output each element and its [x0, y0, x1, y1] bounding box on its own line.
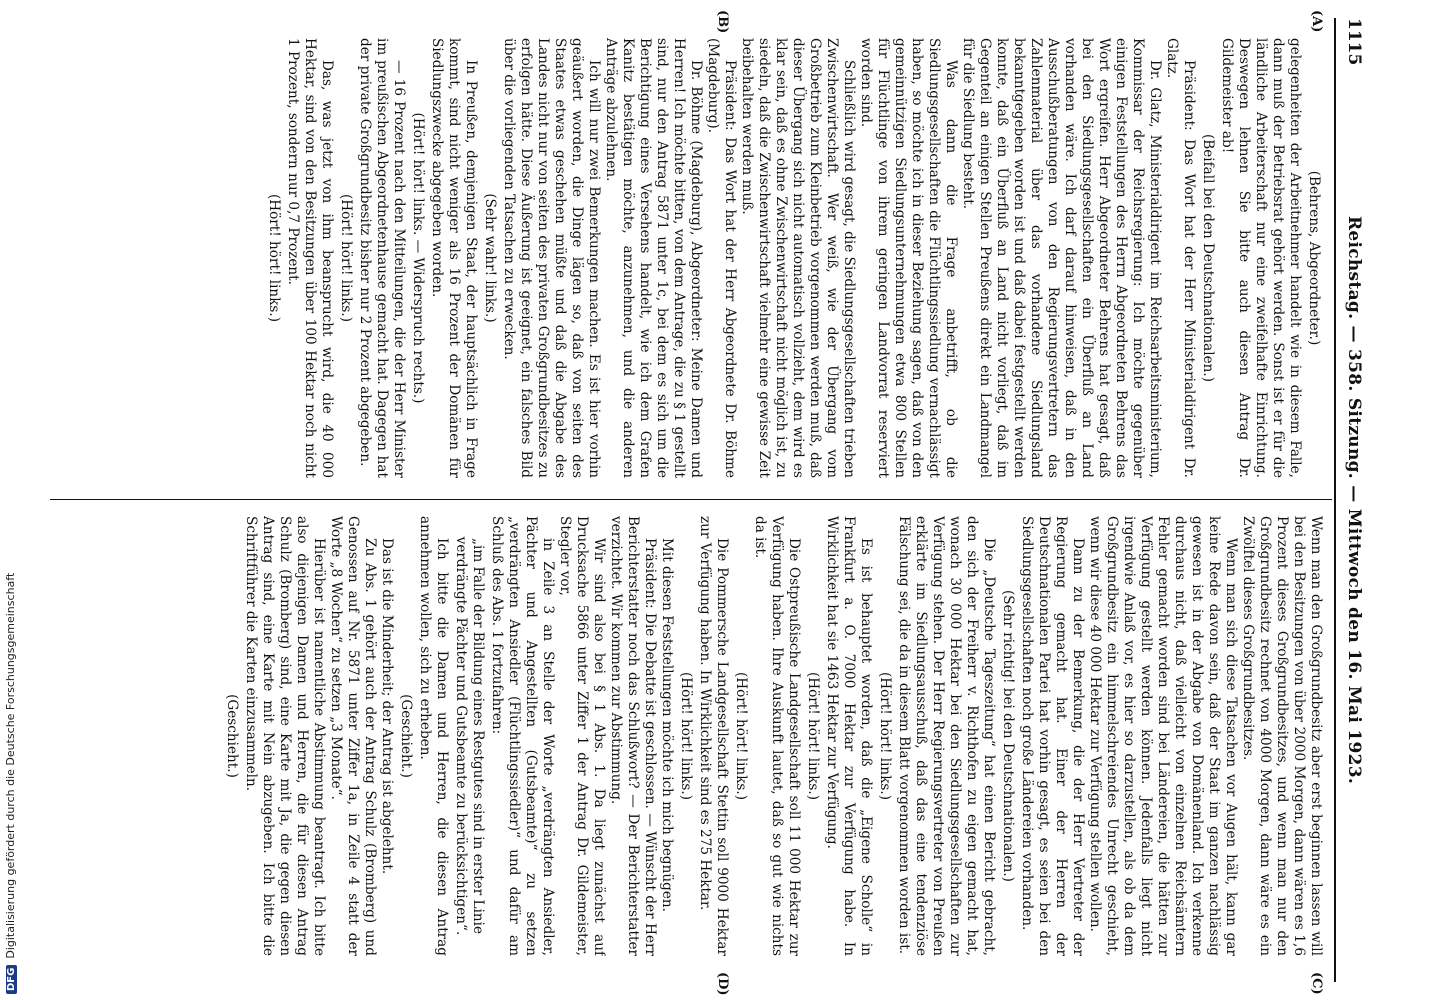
right-paragraph: (Geschieht.)	[398, 694, 414, 778]
left-column	[54, 38, 1324, 478]
left-paragraph: (Beifall bei den Deutschnationalen.)	[1200, 133, 1216, 383]
right-paragraph: (Hört! hört! links.)	[877, 671, 893, 801]
left-paragraph: gelegenheiten der Arbeitnehmer handelt wie in diesem Falle, dann muß der Betriebsrat gehört werden. Sonst ist er für die ländliche Arbeiterschaft nur eine zweifelhafte Einrichtung. Deswegen lehnen Sie bitte auch diesen Antrag Dr. Gildemeister ab!	[1219, 38, 1303, 478]
left-paragraph: Präsident: Das Wort hat der Herr Ministerialdirigent Dr. Glatz.	[1164, 38, 1197, 478]
right-column	[54, 516, 1324, 956]
left-paragraph: Was dann die Frage anbetrifft, ob die Siedlungsgesellschaften die Flüchtlingssiedlung vernachlässigt haben, so möchte ich in dieser Beziehung sagen, daß von den gemeinnützigen Siedlungsunternehmungen etwa 800 Stellen für Flüchtlinge von ihrem geringen Landvorrat reserviert worden sind.	[858, 38, 959, 478]
left-paragraph: Das, was jetzt von ihm beansprucht wird, die 40 000 Hektar, sind von den Besitzungen über 100 Hektar noch nicht 1 Prozent, sondern nur 0,7 Prozent.	[285, 38, 335, 478]
header-rule	[1334, 18, 1336, 982]
left-paragraph: Ich will nur zwei Bemerkungen machen. Es ist hier vorhin geäußert worden, die Dinge lägen so, daß von seiten des Staates etwas geschehen müßte und daß die Abgabe des Landes nicht nur von seiten des privaten Großgrundbesitzes zu erfolgen hätte. Diese Äußerung ist geeignet, ein falsches Bild über die vorliegenden Tatsachen zu erwecken.	[501, 38, 602, 478]
left-paragraph: Schließlich wird gesagt, die Siedlungsgesellschaften trieben Zwischenwirtschaft. Wer weiß, wie der Übergang vom Großbetrieb zum Kleinbetrieb vorgenommen werden muß, daß dieser Übergang sich nicht automatisch vollzieht, dem wird es klar sein, daß es ohne Zwischenwirtschaft nicht möglich ist, zu siedeln, daß die Zwischenwirtschaft vielmehr eine gewisse Zeit beibehalten werden muß.	[739, 38, 857, 478]
right-paragraph: Ich bitte die Damen und Herren, die diesen Antrag annehmen wollen, sich zu erheben.	[417, 516, 450, 956]
left-paragraph: (Hört! hört! links.)	[338, 193, 354, 323]
right-paragraph: Präsident: Die Debatte ist geschlossen. — Wünscht der Herr Berichterstatter noch das Schlußwort? — Der Berichterstatter verzichtet. Wir kommen zur Abstimmung.	[608, 516, 658, 956]
right-paragraph: in Zeile 3 an Stelle der Worte „verdrängten Ansiedler, Pächter und Angestellten (Gutsbeamte)“ zu setzen „verdrängten Ansiedler (Flüchtlingssiedler)“ und dafür am Schluß des Abs. 1 fortzufahren:	[489, 516, 556, 956]
right-paragraph: „im Falle der Bildung eines Restgutes sind in erster Linie verdrängte Pächter und Gutsbeamte zu berücksichtigen“.	[453, 536, 486, 936]
margin-mark-b: (B)	[715, 10, 730, 34]
column-divider	[50, 499, 1332, 500]
right-paragraph: Die „Deutsche Tageszeitung“ hat einen Bericht gebracht, den sich der Freiherr v. Richthofen zu eigen gemacht hat, wonach 30 000 Hektar bei den Siedlungsgesellschaften zur Verfügung stehen. Der Herr Regierungsvertreter von Preußen erklärte im Siedlungsausschuß, daß das eine tendenziöse Fälschung sei, die da in diesem Blatt vorgenommen worden ist.	[896, 516, 997, 956]
scanned-page	[30, 0, 1370, 1000]
left-paragraph: (Hört! hört! links. — Widerspruch rechts.)	[410, 112, 426, 404]
left-paragraph: (Behrens, Abgeordneter.)	[1306, 170, 1322, 346]
right-paragraph: (Sehr richtig! bei den Deutschnationalen.)	[1000, 590, 1016, 882]
right-paragraph: Wir sind also bei § 1 Abs. 1. Da liegt zunächst auf Drucksache 5866 unter Ziffer 1 der Antrag Dr. Gildemeister, Stegler vor,	[557, 516, 607, 956]
right-paragraph: (Geschieht.)	[224, 694, 240, 778]
right-paragraph: Mit diesen Feststellungen möchte ich mich begnügen.	[659, 538, 675, 912]
left-paragraph: Dr. Böhme (Magdeburg), Abgeordneter: Meine Damen und Herren! Ich möchte bitten, von dem Antrage, die zu § 1 gestellt sind, nur den Antrag 5871 unter 1c, bei dem es sich um die Berichtigung eines Versehens handelt, wie ich dem Grafen Kanitz bestätigen möchte, anzunehmen, und die anderen Anträge abzulehnen.	[603, 38, 704, 478]
page-number: 1115	[1344, 18, 1364, 66]
right-paragraph: (Hört! hört! links.)	[733, 671, 749, 801]
right-paragraph: Die Pommersche Landgesellschaft Stettin soll 9000 Hektar zur Verfügung haben. In Wirklichkeit sind es 275 Hektar.	[697, 516, 730, 956]
margin-mark-c: (C)	[1309, 972, 1324, 995]
right-paragraph: Zu Abs. 1 gehört auch der Antrag Schulz (Bromberg) und Genossen auf Nr. 5871 unter Ziffer 1a, in Zeile 4 statt der Worte „8 Wochen“ zu setzen „3 Monate“.	[328, 516, 378, 956]
right-paragraph: Es ist behauptet worden, daß die „Eigene Scholle“ in Frankfurt a. O. 7000 Hektar zur Verfügung habe. In Wirklichkeit hat sie 1463 Hektar zur Verfügung.	[824, 516, 874, 956]
left-paragraph: (Hört! hört! links.)	[266, 193, 282, 323]
margin-mark-d: (D)	[715, 972, 730, 996]
right-paragraph: Die Ostpreußische Landgesellschaft soll 11 000 Hektar zur Verfügung haben. Ihre Auskunft lautet, daß so gut wie nichts da ist.	[752, 516, 802, 956]
margin-mark-a: (A)	[1309, 10, 1324, 33]
right-paragraph: (Hört! hört! links.)	[678, 671, 694, 801]
left-paragraph: In Preußen, demjenigen Staat, der hauptsächlich in Frage kommt, sind nicht weniger als 16 Prozent der Domänen für Siedlungszwecke abgegeben worden.	[429, 38, 479, 478]
left-paragraph: Präsident: Das Wort hat der Herr Abgeordnete Dr. Böhme (Magdeburg).	[705, 38, 738, 478]
credit-text: Digitalisierung gefördert durch die Deutsche Forschungsgemeinschaft	[4, 572, 17, 959]
right-paragraph: Wenn man sich diese Tatsachen vor Augen hält, kann gar keine Rede davon sein, daß der Staat im ganzen nachlässig gewesen ist in der Abgabe von Domänenland. Ich verkenne durchaus nicht, daß vielleicht von einzelnen Reichsämtern Fehler gemacht worden sind bei Ländereien, die hätten zur Verfügung gestellt werden können. Jedenfalls liegt nicht irgendwie Anlaß vor, es hier so darzustellen, als ob da dem Großgrundbesitz ein himmelschreiendes Unrecht geschieht, wenn wir diese 40 000 Hektar zur Verfügung stellen wollen.	[1087, 516, 1239, 956]
left-paragraph: (Sehr wahr! links.)	[482, 193, 498, 323]
digitization-credit	[4, 394, 22, 994]
right-paragraph: Wenn man den Großgrundbesitz aber erst beginnen lassen will bei den Besitzungen von über 2000 Morgen, dann wären es 1,6 Prozent dieses Großgrundbesitzes, und wenn man nur den Großgrundbesitz rechnet von 4000 Morgen, dann wäre es ein Zwölftel dieses Großgrundbesitzes.	[1240, 516, 1324, 956]
right-paragraph: (Hört! hört! links.)	[805, 671, 821, 801]
right-paragraph: Das ist die Minderheit; der Antrag ist abgelehnt.	[379, 538, 395, 875]
left-paragraph: Dr. Glatz, Ministerialdirigent im Reichsarbeitsministerium, Kommissar der Reichsregierung: Ich möchte gegenüber einigen Feststellungen des Herrn Abgeordneten Behrens das Wort ergreifen. Herr Abgeordneter Behrens hat gesagt, daß bei den Siedlungsgesellschaften ein Überfluß an Land vorhanden wäre. Ich darf darauf hinweisen, daß in den Ausschußberatungen von den Regierungsvertretern das Zahlenmaterial über das vorhandene Siedlungsland bekanntgegeben worden ist und daß dabei festgestellt werden konnte, daß ein Überfluß an Land nicht vorliegt, daß im Gegenteil an einigen Stellen Preußens direkt ein Landmangel für die Siedlung besteht.	[960, 38, 1163, 478]
dfg-logo: DFG	[6, 965, 17, 994]
right-paragraph: Dann zu der Bemerkung, die der Herr Vertreter der Regierung gemacht hat. Einer der Herren der Deutschnationalen Partei hat vorhin gesagt, es seien bei den Siedlungsgesellschaften noch große Ländereien vorhanden.	[1019, 516, 1086, 956]
page-header	[1334, 18, 1364, 982]
page-title: Reichstag. — 358. Sitzung. — Mittwoch den 16. Mai 1923.	[1344, 215, 1364, 785]
right-paragraph: Hierüber ist namentliche Abstimmung beantragt. Ich bitte also diejenigen Damen und Herren, die für diesen Antrag Schulz (Bromberg) sind, eine Karte mit Ja, die gegen diesen Antrag sind, eine Karte mit Nein abzugeben. Ich bitte die Schriftführer die Karten einzusammeln.	[243, 516, 327, 956]
left-paragraph: — 16 Prozent nach den Mitteilungen, die der Herr Minister im preußischen Abgeordnetenhause gemacht hat. Dagegen hat der private Großgrundbesitz bisher nur 2 Prozent abgegeben.	[357, 38, 407, 478]
